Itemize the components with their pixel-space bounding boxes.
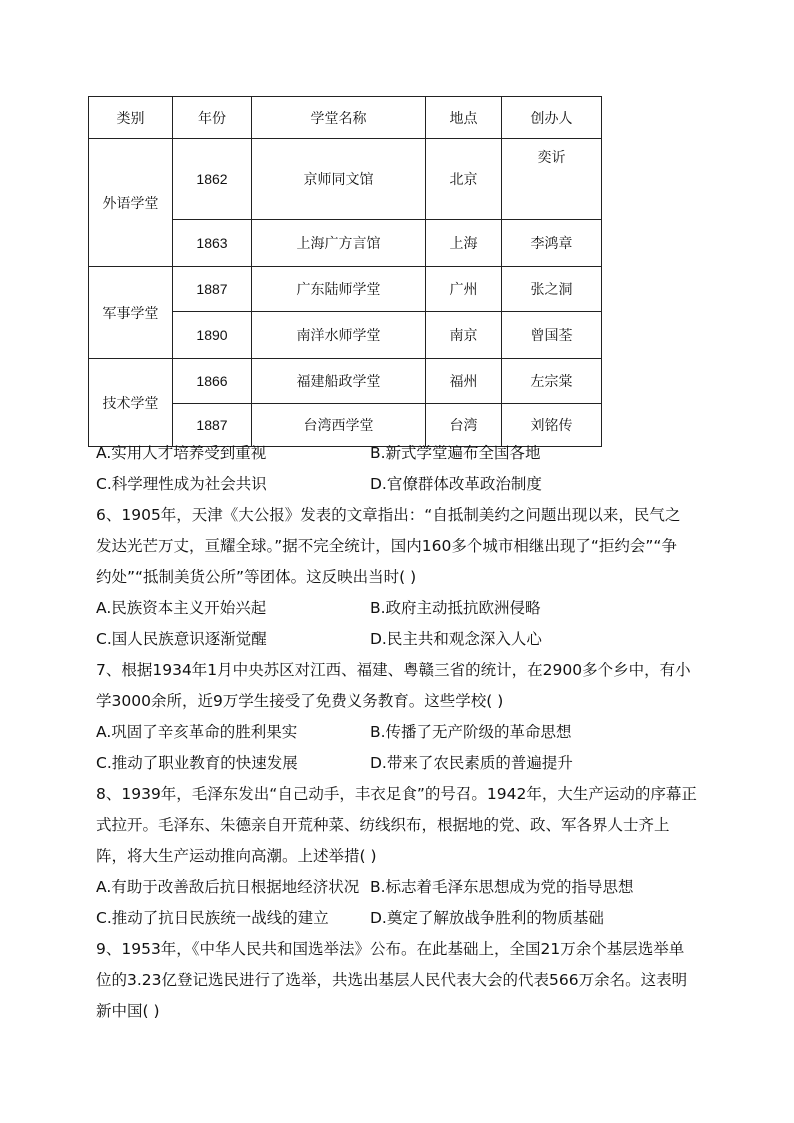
table-row <box>89 267 602 312</box>
school-name-cell: 京师同文馆 <box>252 139 426 220</box>
category-cell: 外语学堂 <box>89 139 173 267</box>
place-cell: 南京 <box>426 312 502 359</box>
founder-cell: 张之洞 <box>502 267 602 312</box>
question-8-text: 8、1939年，毛泽东发出“自己动手，丰衣足食”的号召。1942年，大生产运动的序幕正 <box>96 785 697 803</box>
year-cell: 1887 <box>173 267 252 312</box>
question-9-text: 位的3.23亿登记选民进行了选举，共选出基层人民代表大会的代表566万余名。这表明 <box>96 971 688 989</box>
option-c: C.国人民族意识逐渐觉醒 <box>96 630 267 648</box>
category-cell: 军事学堂 <box>89 267 173 359</box>
option-d: D.带来了农民素质的普遍提升 <box>370 754 573 772</box>
option-c: C.推动了职业教育的快速发展 <box>96 754 298 772</box>
question-8-text: 式拉开。毛泽东、朱德亲自开荒种菜、纺线织布，根据地的党、政、军各界人士齐上 <box>96 816 670 834</box>
question-9-text: 9、1953年，《中华人民共和国选举法》公布。在此基础上，全国21万余个基层选举单 <box>96 940 685 958</box>
founder-cell: 李鸿章 <box>502 220 602 267</box>
place-cell: 北京 <box>426 139 502 220</box>
options-row <box>96 748 706 779</box>
options-row <box>96 593 706 624</box>
option-b: B.传播了无产阶级的革命思想 <box>370 723 572 741</box>
founder-cell: 左宗棠 <box>502 359 602 404</box>
founder-cell: 曾国荃 <box>502 312 602 359</box>
options-row <box>96 872 706 903</box>
founder-cell: 奕䜣 <box>502 139 602 220</box>
question-9-text: 新中国( ) <box>96 1002 160 1020</box>
options-row <box>96 903 706 934</box>
option-c: C.推动了抗日民族统一战线的建立 <box>96 909 329 927</box>
questions <box>96 438 706 1027</box>
year-cell: 1887 <box>173 404 252 447</box>
year-cell: 1862 <box>173 139 252 220</box>
options-row <box>96 469 706 500</box>
option-a: A.实用人才培养受到重视 <box>96 444 267 462</box>
year-cell: 1890 <box>173 312 252 359</box>
school-name-cell: 广东陆师学堂 <box>252 267 426 312</box>
school-name-cell: 福建船政学堂 <box>252 359 426 404</box>
question-7-text: 7、根据1934年1月中央苏区对江西、福建、粤赣三省的统计，在2900多个乡中，有小 <box>96 661 691 679</box>
header-cell: 创办人 <box>502 97 602 139</box>
header-cell: 学堂名称 <box>252 97 426 139</box>
school-name-cell: 台湾西学堂 <box>252 404 426 447</box>
question-6-text: 发达光芒万丈，亘耀全球。”据不完全统计，国内160多个城市相继出现了“拒约会”“争 <box>96 537 677 555</box>
header-cell: 年份 <box>173 97 252 139</box>
place-cell: 福州 <box>426 359 502 404</box>
place-cell: 台湾 <box>426 404 502 447</box>
year-cell: 1863 <box>173 220 252 267</box>
place-cell: 广州 <box>426 267 502 312</box>
question-6-text: 约处”“抵制美货公所”等团体。这反映出当时( ) <box>96 568 417 586</box>
founder-cell: 刘铭传 <box>502 404 602 447</box>
option-d: D.官僚群体改革政治制度 <box>370 475 542 493</box>
options-row <box>96 438 706 469</box>
table-row <box>89 359 602 404</box>
option-a: A.有助于改善敌后抗日根据地经济状况 <box>96 878 360 896</box>
question-6-text: 6、1905年，天津《大公报》发表的文章指出：“自抵制美约之问题出现以来，民气之 <box>96 506 681 524</box>
schools-table <box>88 96 602 447</box>
option-c: C.科学理性成为社会共识 <box>96 475 267 493</box>
option-b: B.新式学堂遍布全国各地 <box>370 444 541 462</box>
options-row <box>96 717 706 748</box>
options-row <box>96 624 706 655</box>
option-a: A.巩固了辛亥革命的胜利果实 <box>96 723 298 741</box>
school-name-cell: 南洋水师学堂 <box>252 312 426 359</box>
school-name-cell: 上海广方言馆 <box>252 220 426 267</box>
table-header-row <box>89 97 602 139</box>
question-8-text: 阵，将大生产运动推向高潮。上述举措( ) <box>96 847 377 865</box>
category-cell: 技术学堂 <box>89 359 173 447</box>
question-7-text: 学3000余所，近9万学生接受了免费义务教育。这些学校( ) <box>96 692 504 710</box>
option-b: B.政府主动抵抗欧洲侵略 <box>370 599 541 617</box>
place-cell: 上海 <box>426 220 502 267</box>
option-b: B.标志着毛泽东思想成为党的指导思想 <box>370 878 634 896</box>
year-cell: 1866 <box>173 359 252 404</box>
option-d: D.奠定了解放战争胜利的物质基础 <box>370 909 604 927</box>
table-row <box>89 139 602 220</box>
header-cell: 地点 <box>426 97 502 139</box>
option-a: A.民族资本主义开始兴起 <box>96 599 267 617</box>
header-cell: 类别 <box>89 97 173 139</box>
option-d: D.民主共和观念深入人心 <box>370 630 542 648</box>
